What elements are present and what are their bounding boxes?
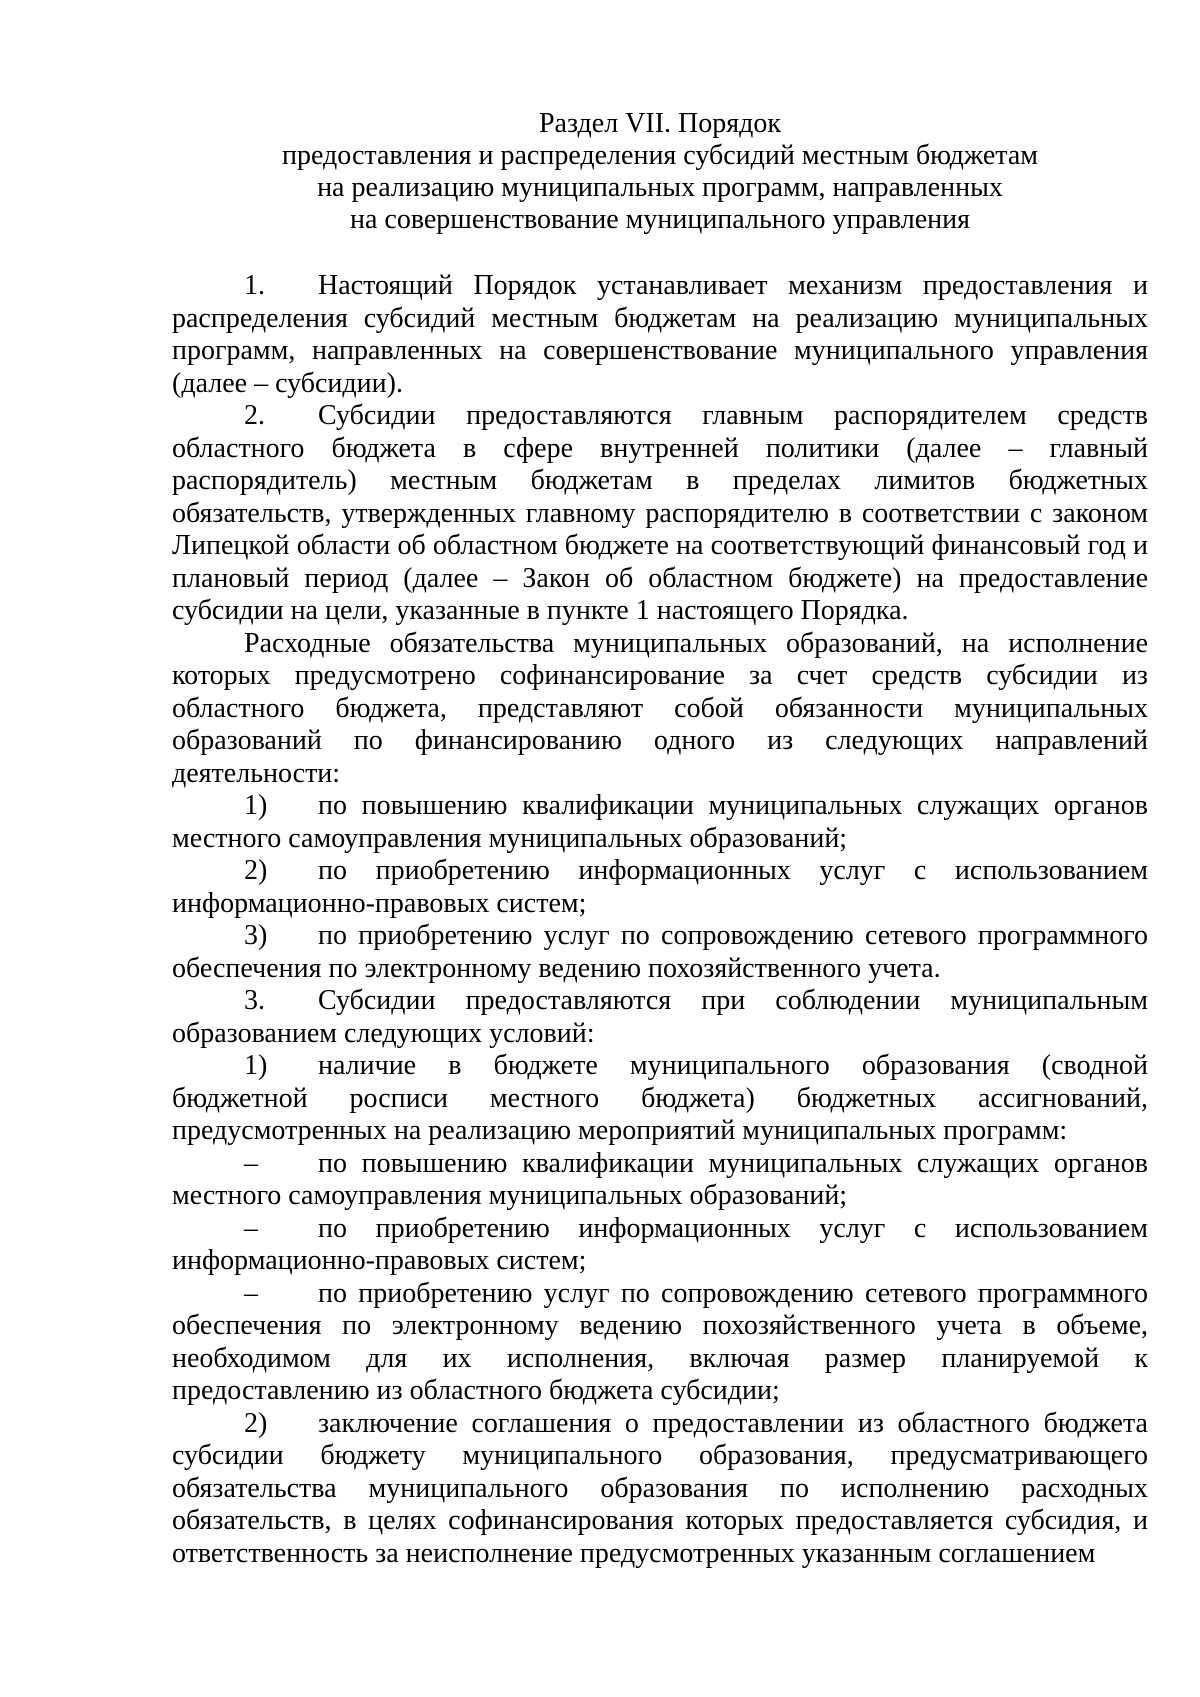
list-marker: 1) <box>244 1050 268 1081</box>
list-item-text: заключение соглашения о предоставлении из областного бюджета субсидии бюджету муниципального образования, предусматривающего обязательства муниципального образования по исполнению расходных обязательств, в целях софинансирования которых предоставляется субсидия, и ответственность за неисполнение предусмотренных указанным соглашением <box>172 1407 1148 1569</box>
dash-item <box>172 1213 1148 1278</box>
list-marker: 2) <box>244 1407 268 1439</box>
list-marker: 3) <box>244 920 268 951</box>
paragraph-3 <box>172 985 1148 1050</box>
list-item <box>172 1050 1148 1148</box>
list-item <box>172 790 1148 855</box>
dash-marker: – <box>244 1212 258 1244</box>
list-item-text: наличие в бюджете муниципального образования (сводной бюджетной росписи местного бюджета) бюджетных ассигнований, предусмотренных на реализацию мероприятий муниципальных программ: <box>172 1050 1148 1146</box>
list-item-text: по приобретению информационных услуг с использованием информационно-правовых систем; <box>172 855 1148 919</box>
paragraph-1 <box>172 270 1148 400</box>
dash-marker: – <box>244 1277 258 1309</box>
list-item <box>172 855 1148 920</box>
title-line: Раздел VII. Порядок <box>538 108 782 139</box>
paragraph-marker: 2. <box>244 400 265 431</box>
paragraph-marker: 1. <box>244 270 265 301</box>
dash-item-text: по приобретению информационных услуг с использованием информационно-правовых систем; <box>172 1212 1148 1276</box>
dash-item-text: по повышению квалификации муниципальных служащих органов местного самоуправления муниципальных образований; <box>172 1147 1148 1211</box>
paragraph-marker: 3. <box>244 985 265 1016</box>
paragraph-text: Субсидии предоставляются при соблюдении муниципальным образованием следующих условий: <box>172 985 1148 1049</box>
document-page <box>172 108 1148 1570</box>
dash-item <box>172 1278 1148 1408</box>
list-item <box>172 1408 1148 1571</box>
list-marker: 2) <box>244 855 268 886</box>
dash-item-text: по приобретению услуг по сопровождению сетевого программного обеспечения по электронному ведению похозяйственного учета в объеме, необходимом для их исполнения, включая размер планируемой к предоставлению из областного бюджета субсидии; <box>172 1277 1148 1406</box>
list-item-text: по приобретению услуг по сопровождению сетевого программного обеспечения по электронному ведению похозяйственного учета. <box>172 920 1148 984</box>
list-item <box>172 920 1148 985</box>
title-line: на реализацию муниципальных программ, направленных <box>317 172 1003 203</box>
paragraph-text: Настоящий Порядок устанавливает механизм предоставления и распределения субсидий местным бюджетам на реализацию муниципальных программ, направленных на совершенствование муниципального управления (далее – субсидии). <box>172 270 1148 399</box>
paragraph-expenses <box>172 628 1148 791</box>
paragraph-text: Субсидии предоставляются главным распорядителем средств областного бюджета в сфере внутренней политики (далее – главный распорядитель) местным бюджетам в пределах лимитов бюджетных обязательств, утвержденных главному распорядителю в соответствии с законом Липецкой области об областном бюджете на соответствующий финансовый год и плановый период (далее – Закон об областном бюджете) на предоставление субсидии на цели, указанные в пункте 1 настоящего Порядка. <box>172 400 1148 626</box>
section-title <box>172 108 1148 236</box>
title-line: на совершенствование муниципального управления <box>349 204 970 235</box>
dash-item <box>172 1148 1148 1213</box>
paragraph-text: Расходные обязательства муниципальных образований, на исполнение которых предусмотрено софинансирование за счет средств субсидии из областного бюджета, представляют собой обязанности муниципальных образований по финансированию одного из следующих направлений деятельности: <box>172 627 1148 789</box>
paragraph-2 <box>172 400 1148 628</box>
dash-marker: – <box>244 1147 258 1179</box>
list-item-text: по повышению квалификации муниципальных служащих органов местного самоуправления муниципальных образований; <box>172 790 1148 854</box>
title-line: предоставления и распределения субсидий местным бюджетам <box>281 140 1039 171</box>
list-marker: 1) <box>244 790 268 821</box>
